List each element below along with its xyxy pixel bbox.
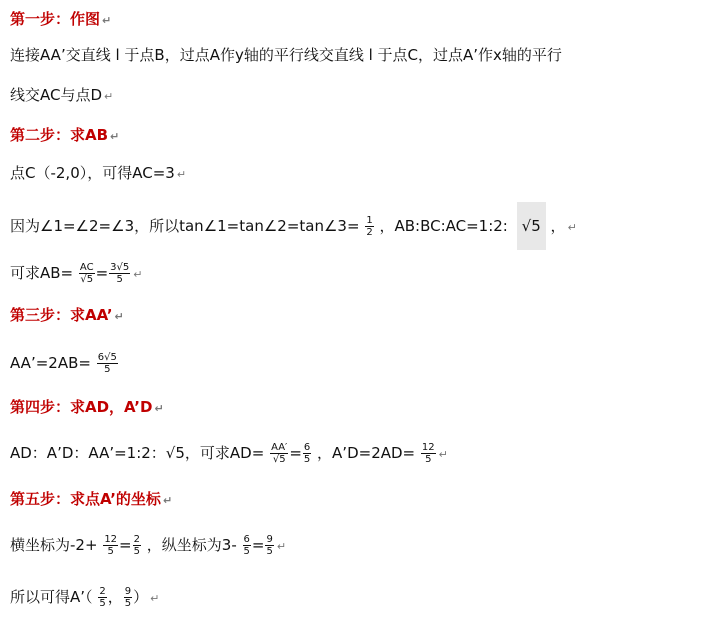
step3-aa-line xyxy=(10,348,119,378)
y-pre-text: ，纵坐标为3- xyxy=(146,536,237,554)
paragraph-mark-icon: ↵ xyxy=(150,592,160,605)
ad-frac1-num: AA′ xyxy=(271,442,288,453)
step5-final-line xyxy=(10,582,159,614)
aa-frac-den: 5 xyxy=(104,364,111,375)
final-y-den: 5 xyxy=(124,598,132,609)
paragraph-mark-icon: ↵ xyxy=(276,540,287,553)
paragraph-mark-icon: ↵ xyxy=(154,402,164,415)
y-frac2-den: 5 xyxy=(266,546,273,557)
y-fraction-1 xyxy=(243,534,251,557)
aa-pre-text: AA’=2AB= xyxy=(10,354,91,372)
step5-heading xyxy=(10,488,172,512)
paragraph-mark-icon: ↵ xyxy=(114,310,124,323)
step2-point-c xyxy=(10,162,186,186)
step3-heading-text: 第三步：求AA’ xyxy=(10,306,113,324)
final-comma: ， xyxy=(107,588,123,606)
x-frac1-num: 12 xyxy=(104,534,118,545)
y-frac1-num: 6 xyxy=(243,534,250,545)
step5-coords-line xyxy=(10,530,286,562)
point-c-text: 点C（-2,0），可得AC=3 xyxy=(10,164,175,182)
sqrt5-text: √5 xyxy=(521,217,541,235)
ad-frac2-den: 5 xyxy=(303,454,311,465)
paragraph-mark-icon: ↵ xyxy=(438,448,448,461)
paragraph-mark-icon: ↵ xyxy=(110,130,120,143)
equals-sign: = xyxy=(289,444,302,462)
step4-ratio-line xyxy=(10,438,448,470)
y-frac2-num: 9 xyxy=(266,534,273,545)
half-den: 2 xyxy=(366,227,373,238)
ab-frac1-den: √5 xyxy=(80,274,94,285)
step2-heading-text: 第二步：求AB xyxy=(10,126,109,144)
paragraph-mark-icon: ↵ xyxy=(176,168,187,181)
step1-text-line1 xyxy=(10,44,562,66)
step1-text-line2 xyxy=(10,84,113,108)
ab-frac2-num: 3√5 xyxy=(110,262,130,273)
ab-fraction-2 xyxy=(109,262,130,285)
step1-heading xyxy=(10,8,111,32)
step3-heading xyxy=(10,304,124,328)
ad2-frac-num: 12 xyxy=(421,442,435,453)
x-frac2-den: 5 xyxy=(133,546,140,557)
paragraph-mark-icon: ↵ xyxy=(567,221,577,234)
final-x-num: 2 xyxy=(99,586,106,597)
x-fraction-2 xyxy=(133,534,141,557)
ad2-frac-den: 5 xyxy=(425,454,432,465)
ad-ratio-text: AD：A’D：AA’=1:2：√5，可求AD= xyxy=(10,444,265,462)
final-x-den: 5 xyxy=(99,598,106,609)
equals-sign: = xyxy=(119,536,132,554)
ad-frac1-den: √5 xyxy=(272,454,286,465)
final-y-num: 9 xyxy=(124,586,132,597)
step1-text-a: 连接AA’交直线 l 于点B，过点A作y轴的平行线交直线 l 于点C，过点A’作x轴的平行 xyxy=(10,46,562,64)
paragraph-mark-icon: ↵ xyxy=(102,14,112,27)
ab-frac1-num: AC xyxy=(79,262,94,273)
equals-sign: = xyxy=(95,264,109,282)
y-frac1-den: 5 xyxy=(243,546,250,557)
x-fraction-1 xyxy=(103,534,118,557)
step2-ab-line xyxy=(10,258,142,290)
aa-frac-num: 6√5 xyxy=(97,352,117,363)
equals-sign: = xyxy=(251,536,265,554)
ratio-post-text: ， xyxy=(550,217,566,235)
paragraph-mark-icon: ↵ xyxy=(162,494,173,507)
half-fraction xyxy=(365,215,373,238)
step5-heading-text: 第五步：求点A’的坐标 xyxy=(10,490,161,508)
y-fraction-2 xyxy=(265,534,273,557)
final-close: ） xyxy=(133,588,149,606)
ab-frac2-den: 5 xyxy=(116,274,123,285)
angles-text: 因为∠1=∠2=∠3，所以tan∠1=tan∠2=tan∠3= xyxy=(10,217,360,235)
step1-text-b: 线交AC与点D xyxy=(10,86,103,104)
x-pre-text: 横坐标为-2+ xyxy=(10,536,98,554)
sqrt5-highlight xyxy=(517,202,546,250)
ratio-text: ，AB:BC:AC=1:2: xyxy=(379,217,508,235)
ab-pre-text: 可求AB= xyxy=(10,264,74,282)
final-pre-text: 所以可得A’（ xyxy=(10,588,93,606)
ab-fraction-1 xyxy=(79,262,95,285)
paragraph-mark-icon: ↵ xyxy=(104,90,114,103)
paragraph-mark-icon: ↵ xyxy=(133,268,143,281)
step1-heading-text: 第一步：作图 xyxy=(10,10,101,28)
ad-fraction-1 xyxy=(270,442,288,465)
step2-angles-line xyxy=(10,202,577,250)
x-frac1-den: 5 xyxy=(107,546,114,557)
half-num: 1 xyxy=(366,215,373,226)
step4-heading-text: 第四步：求AD，A’D xyxy=(10,398,153,416)
step2-heading xyxy=(10,124,119,148)
final-y-fraction xyxy=(124,586,132,609)
ad2-pre-text: ，A’D=2AD= xyxy=(317,444,416,462)
final-x-fraction xyxy=(98,586,106,609)
ad2-fraction xyxy=(421,442,436,465)
x-frac2-num: 2 xyxy=(133,534,140,545)
ad-frac2-num: 6 xyxy=(303,442,311,453)
aa-fraction xyxy=(97,352,118,375)
ad-fraction-2 xyxy=(303,442,311,465)
step4-heading xyxy=(10,396,164,420)
